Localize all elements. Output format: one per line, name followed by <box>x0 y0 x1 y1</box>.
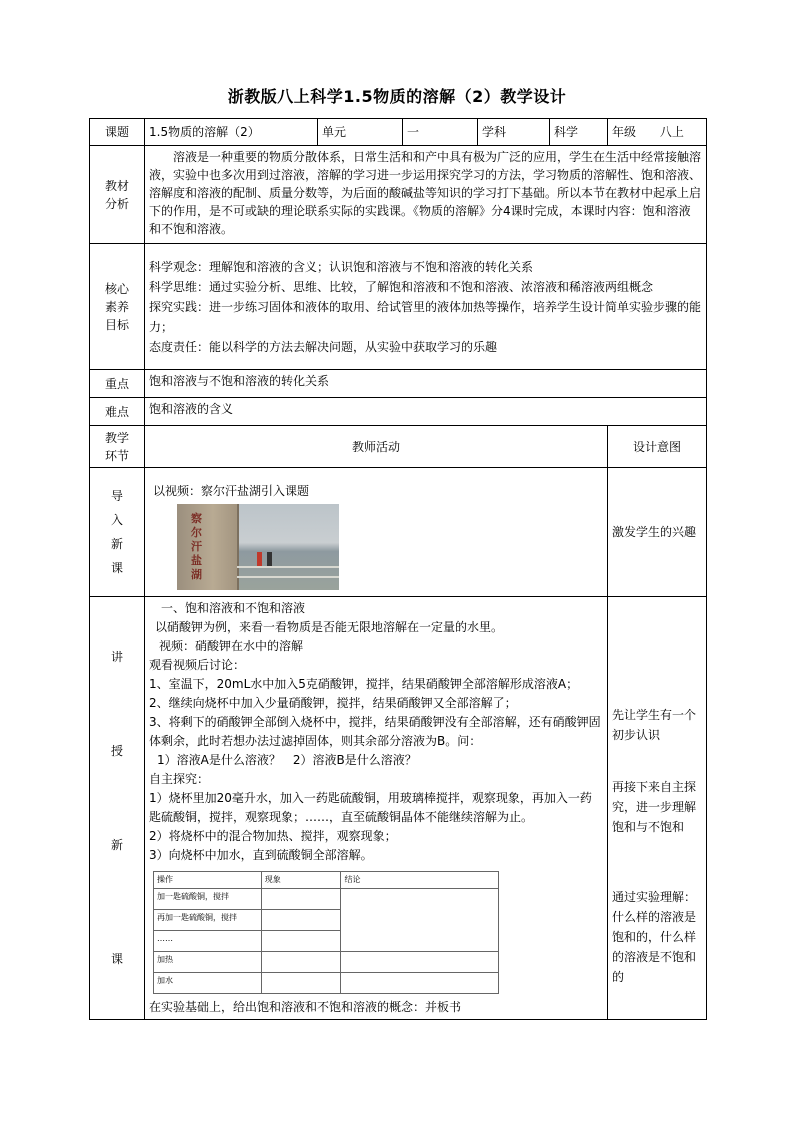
stage-header <box>90 426 145 468</box>
goals-label-1: 核心 <box>104 281 129 296</box>
subject-value: 科学 <box>550 119 608 146</box>
unit-value: 一 <box>403 119 478 146</box>
table-cell: …… <box>154 931 262 952</box>
grade-cell <box>608 119 707 146</box>
table-row <box>154 952 499 973</box>
experiment-table <box>153 871 499 994</box>
rock-monument <box>177 504 239 590</box>
goals-text <box>145 244 707 370</box>
intro-activity <box>145 468 608 597</box>
person-figure <box>267 552 272 566</box>
header-row <box>90 119 707 146</box>
key-point-label: 重点 <box>90 370 145 398</box>
intent-text: 通过实验理解：什么样的溶液是饱和的，什么样的溶液是不饱和的 <box>612 890 697 984</box>
goal-line: 态度责任：能以科学的方法去解决问题，从实验中获取学习的乐趣 <box>149 339 498 354</box>
text-line: 自主探究： <box>149 772 210 786</box>
table-header: 现象 <box>261 872 341 889</box>
analysis-label <box>90 146 145 244</box>
table-row <box>154 973 499 994</box>
grade-label: 年级 <box>612 125 637 139</box>
rock-inscription: 察尔汗盐湖 <box>191 512 202 581</box>
table-cell <box>261 931 341 952</box>
stage-header-1: 教学 <box>104 430 129 445</box>
grade-value: 八上 <box>659 125 684 139</box>
difficulty-row <box>90 398 707 426</box>
table-cell: 再加一匙硫酸铜，搅拌 <box>154 910 262 931</box>
table-cell: 加热 <box>154 952 262 973</box>
text-line: 视频：硝酸钾在水中的溶解 <box>159 639 304 653</box>
goal-line: 科学思维：通过实验分析、思维、比较，了解饱和溶液和不饱和溶液、浓溶液和稀溶液两组概念 <box>149 279 654 294</box>
key-point-row <box>90 370 707 398</box>
stage-char: 新 <box>110 537 123 551</box>
stage-char: 新 <box>110 838 123 852</box>
goal-line: 科学观念：理解饱和溶液的含义；认识饱和溶液与不饱和溶液的转化关系 <box>149 259 534 274</box>
intent-text: 先让学生有一个初步认识 <box>612 708 697 742</box>
stage-char: 讲 <box>110 650 123 664</box>
difficulty-label: 难点 <box>90 398 145 426</box>
table-cell <box>341 952 499 973</box>
goals-row <box>90 244 707 370</box>
text-line: 观看视频后讨论： <box>149 658 246 672</box>
analysis-text: 溶液是一种重要的物质分散体系，日常生活和和产中具有极为广泛的应用，学生在生活中经常接触溶液，实验中也多次用到过溶液，溶解的学习进一步运用探究学习的方法，学习物质的溶解性、饱和溶液、溶解度和溶液的配制、质量分数等，为后面的酸碱盐等知识的学习打下基础。所以本节在教材中起承上启下的作用，是不可或缺的理论联系实际的实践课。《物质的溶解》分4课时完成，本课时内容：饱和溶液和不饱和溶液。 <box>145 146 707 244</box>
table-cell <box>261 973 341 994</box>
table-cell: 加水 <box>154 973 262 994</box>
page-title: 浙教版八上科学1.5物质的溶解（2）教学设计 <box>227 87 567 106</box>
text-line: 3）向烧杯中加水，直到硫酸铜全部溶解。 <box>149 848 373 862</box>
person-figure <box>257 552 262 566</box>
topic-value: 1.5物质的溶解（2） <box>145 119 318 146</box>
railing <box>237 566 339 578</box>
intent-text: 再接下来自主探究，进一步理解饱和与不饱和 <box>612 780 697 834</box>
text-line: 在实验基础上，给出饱和溶液和不饱和溶液的概念：并板书 <box>149 1000 462 1014</box>
intro-row <box>90 468 707 597</box>
table-cell <box>261 889 341 910</box>
stage-char: 入 <box>110 513 123 527</box>
text-line: 以硝酸钾为例，来看一看物质是否能无限地溶解在一定量的水里。 <box>155 620 504 634</box>
stage-char: 授 <box>110 744 123 758</box>
goals-label-2: 素养 <box>104 299 129 314</box>
key-point-text: 饱和溶液与不饱和溶液的转化关系 <box>145 370 707 398</box>
salt-lake-photo <box>177 504 339 590</box>
intro-stage <box>90 468 145 597</box>
goals-label <box>90 244 145 370</box>
table-cell <box>261 952 341 973</box>
stage-char: 课 <box>110 952 123 966</box>
section-heading: 一、饱和溶液和不饱和溶液 <box>161 601 306 615</box>
teaching-activity <box>145 597 608 1020</box>
teaching-row <box>90 597 707 1020</box>
table-cell <box>261 910 341 931</box>
experiment-header-row <box>154 872 499 889</box>
table-header: 结论 <box>341 872 499 889</box>
text-line: 1）溶液A是什么溶液？ 2）溶液B是什么溶液？ <box>157 753 417 767</box>
teacher-activity-header: 教师活动 <box>145 426 608 468</box>
table-cell <box>341 973 499 994</box>
subject-label: 学科 <box>478 119 550 146</box>
text-line: 2）将烧杯中的混合物加热、搅拌，观察现象； <box>149 829 397 843</box>
text-line: 1）烧杯里加20毫升水，加入一药匙硫酸铜，用玻璃棒搅拌，观察现象，再加入一药匙硫酸铜，搅拌，观察现象；……，直至硫酸铜晶体不能继续溶解为止。 <box>149 791 592 824</box>
text-line: 3、将剩下的硝酸钾全部倒入烧杯中，搅拌，结果硝酸钾没有全部溶解，还有硝酸钾固体剩余，此时若想办法过滤掉固体，则其余部分溶液为B。问： <box>149 715 601 748</box>
design-intent-header: 设计意图 <box>608 426 707 468</box>
intro-text: 以视频：察尔汗盐湖引入课题 <box>153 484 310 498</box>
lesson-plan-table <box>89 118 707 1020</box>
stage-header-2: 环节 <box>104 448 129 463</box>
intro-intent: 激发学生的兴趣 <box>608 468 707 597</box>
goal-line: 探究实践：进一步练习固体和液体的取用、给试管里的液体加热等操作，培养学生设计简单实验步骤的能力； <box>149 299 702 334</box>
text-line: 2、继续向烧杯中加入少量硝酸钾，搅拌，结果硝酸钾又全部溶解了； <box>149 696 517 710</box>
table-cell: 加一匙硫酸铜，搅拌 <box>154 889 262 910</box>
analysis-label-2: 分析 <box>104 196 129 211</box>
stage-char: 课 <box>110 561 123 575</box>
analysis-label-1: 教材 <box>104 178 129 193</box>
unit-label: 单元 <box>318 119 403 146</box>
teaching-intent <box>608 597 707 1020</box>
analysis-row <box>90 146 707 244</box>
stage-char: 导 <box>110 489 123 503</box>
difficulty-text: 饱和溶液的含义 <box>145 398 707 426</box>
teaching-stage <box>90 597 145 1020</box>
table-header: 操作 <box>154 872 262 889</box>
process-header-row <box>90 426 707 468</box>
goals-label-3: 目标 <box>104 317 129 332</box>
table-row <box>154 889 499 910</box>
text-line: 1、室温下，20mL水中加入5克硝酸钾，搅拌，结果硝酸钾全部溶解形成溶液A； <box>149 677 579 691</box>
topic-label: 课题 <box>90 119 145 146</box>
table-cell <box>341 889 499 952</box>
